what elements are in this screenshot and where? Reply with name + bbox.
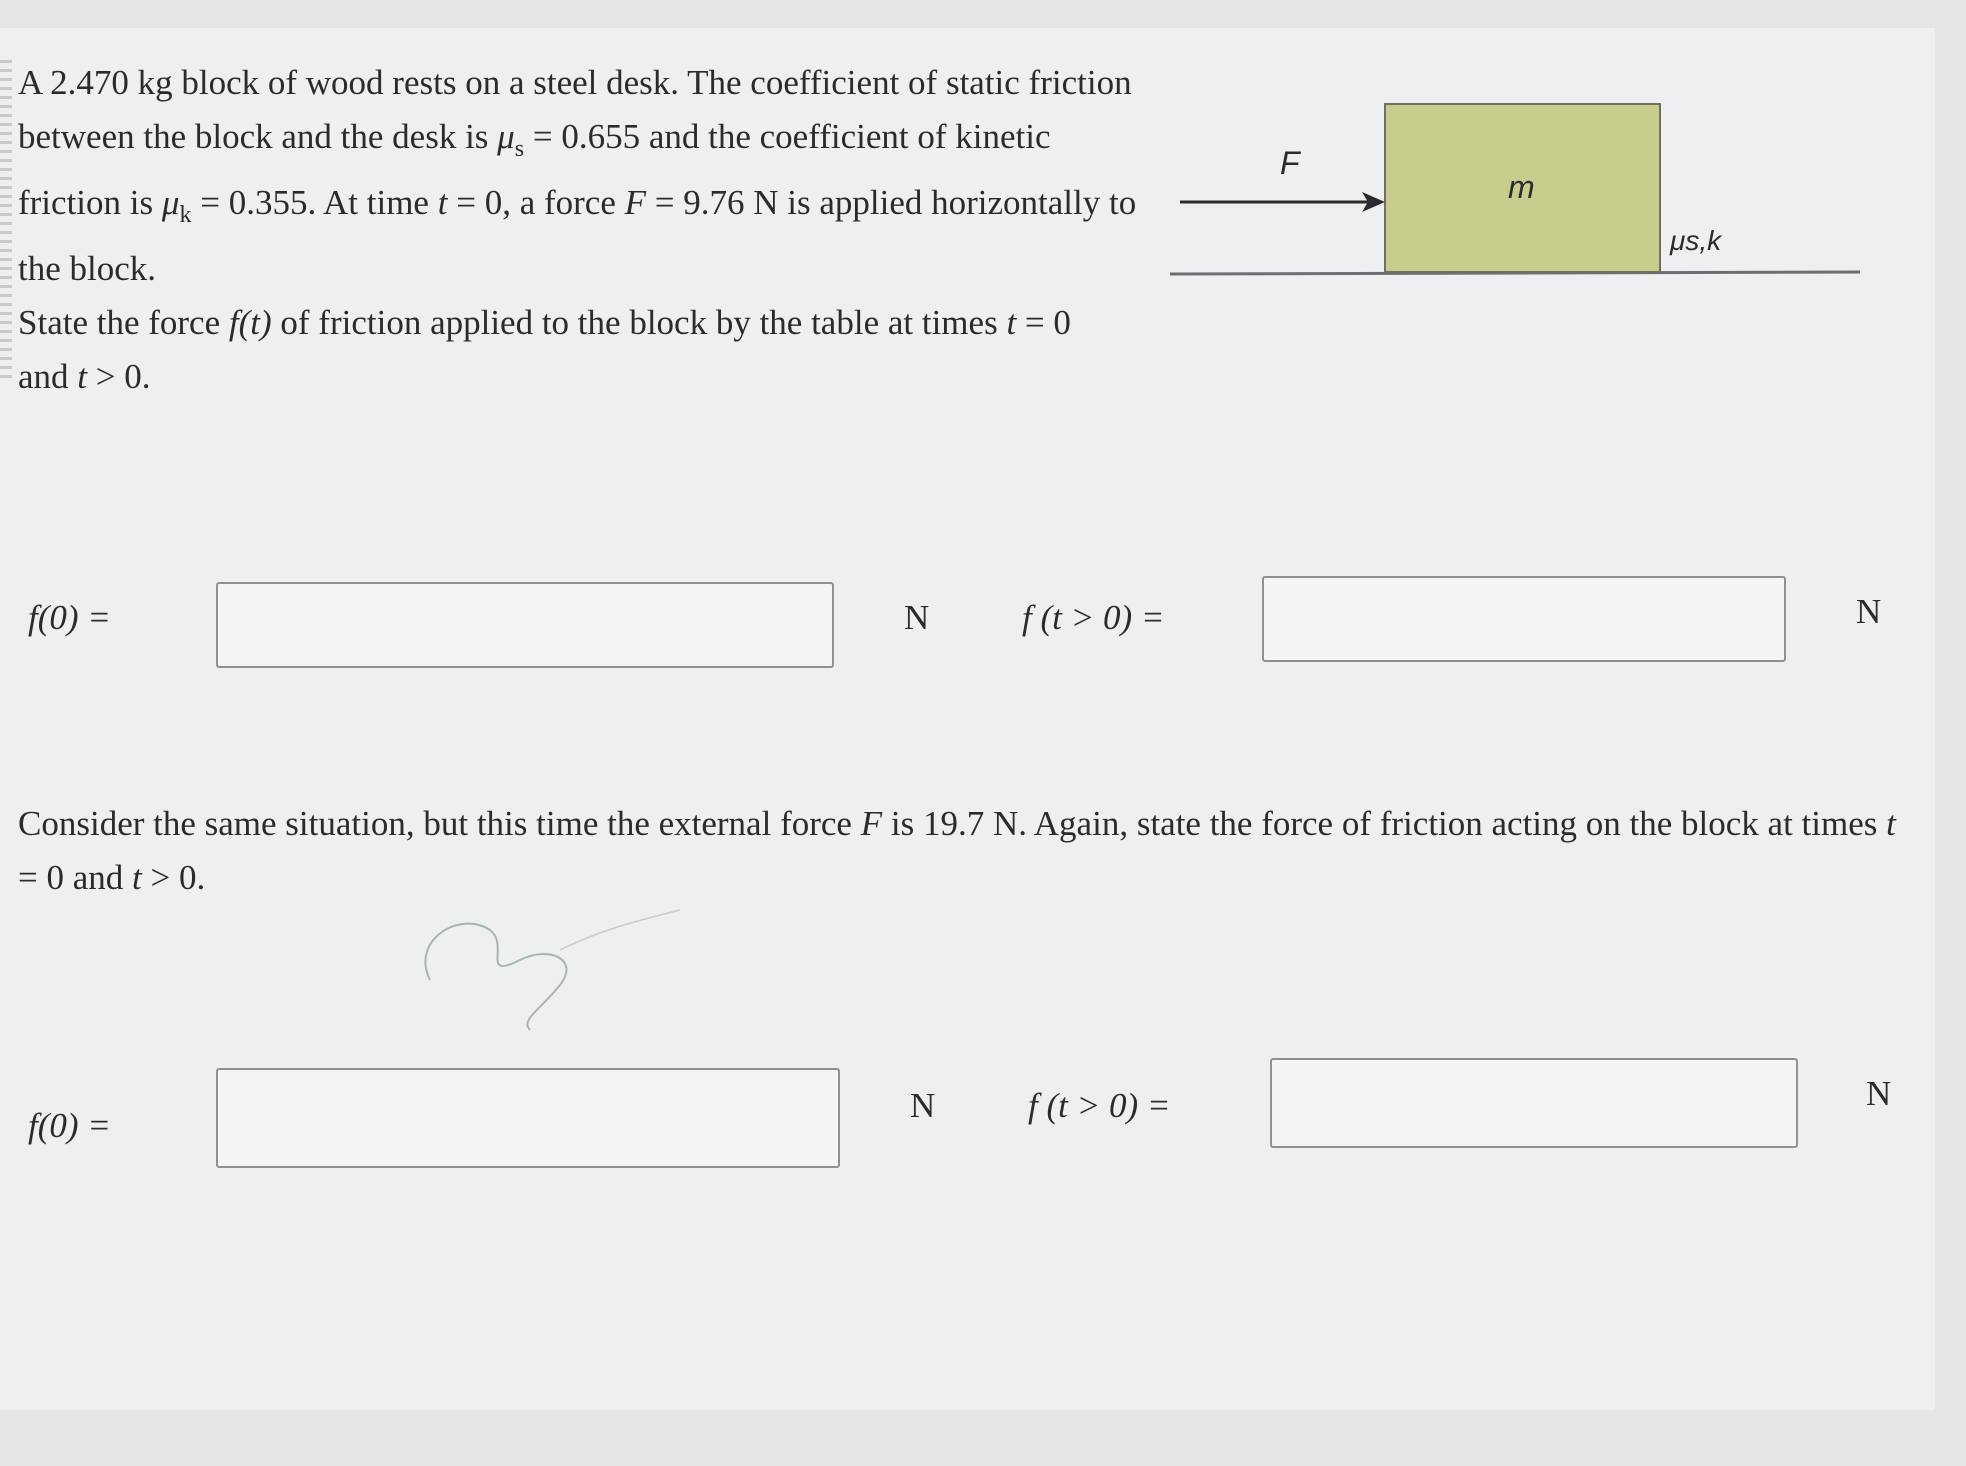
block-diagram (1170, 90, 1870, 290)
ft-unit-1: N (1856, 592, 1882, 631)
ft-label-1: f (t > 0) = (1022, 598, 1165, 637)
f0-label-2: f(0) = (28, 1106, 111, 1145)
ft-unit-2: N (1866, 1074, 1892, 1113)
question-prompt: State the force f(t) of friction applied to the block by the table at times t = 0 and t > 0. (18, 303, 1071, 396)
ft-answer-input-2[interactable] (1270, 1058, 1798, 1148)
second-scenario-prompt: Consider the same situation, but this time the external force F is 19.7 N. Again, state the force of friction acting on the block at times t = 0 and t > 0. (18, 804, 1896, 897)
f0-answer-input-2[interactable] (216, 1068, 840, 1168)
force-label: F (1280, 145, 1300, 181)
f0-label-1: f(0) = (28, 598, 111, 637)
left-margin-ticks (0, 60, 12, 380)
ft-answer-input-1[interactable] (1262, 576, 1786, 662)
problem-statement: A 2.470 kg block of wood rests on a steel desk. The coefficient of static friction between the block and the desk is $\mu_s = 0.655$ and the coefficient of kinetic friction is $\mu_k = 0.355$. At time t = 0, a force F = 9.76 N is applied horizontally to the block. (18, 63, 1137, 288)
friction-coefficient-label: μs,k (1670, 225, 1722, 256)
mass-label: m (1508, 169, 1535, 205)
f0-answer-input-1[interactable] (216, 582, 834, 668)
ft-label-2: f (t > 0) = (1028, 1086, 1171, 1125)
f0-unit-1: N (904, 598, 930, 637)
pen-scribble (410, 900, 690, 1040)
f0-unit-2: N (910, 1086, 936, 1125)
